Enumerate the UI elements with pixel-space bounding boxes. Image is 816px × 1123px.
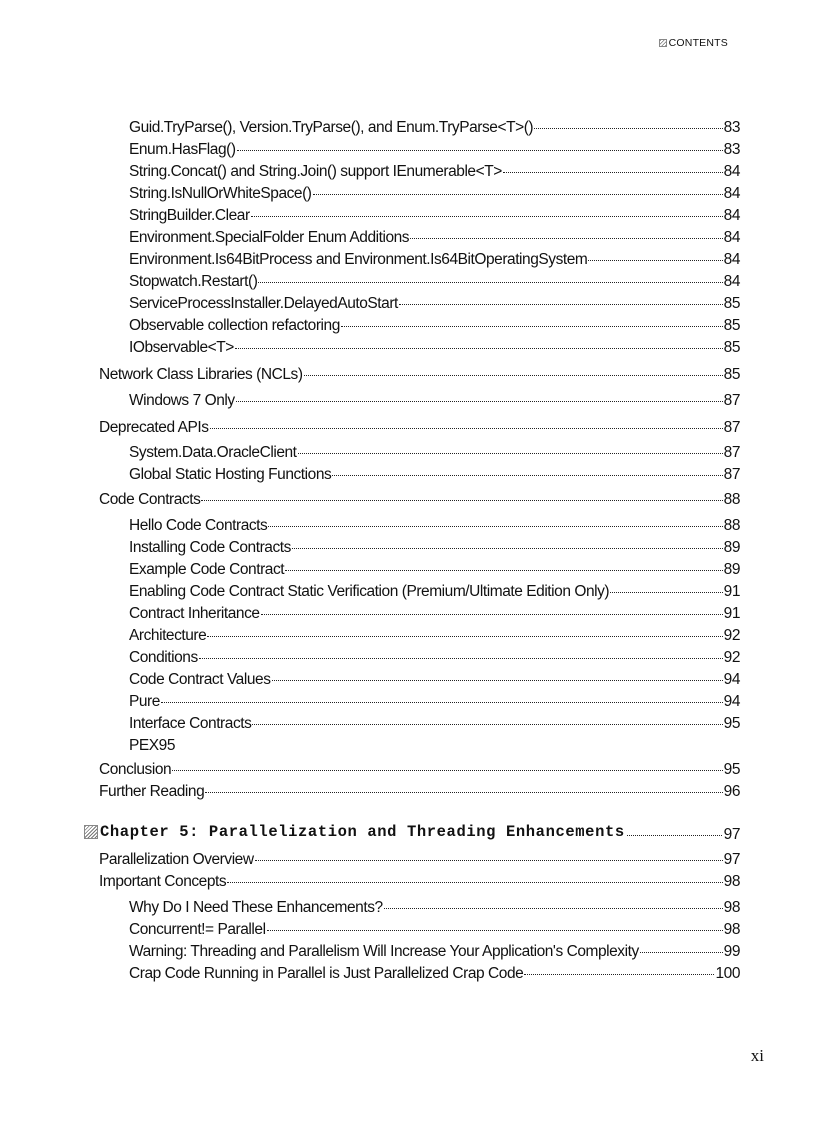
dot-leader (627, 835, 722, 836)
toc-entry-page: 96 (723, 783, 740, 800)
toc-entry[interactable] (129, 582, 740, 602)
toc-entry-title: Interface Contracts (129, 715, 252, 732)
toc-entry-page: 91 (723, 583, 740, 600)
toc-entry-title: StringBuilder.Clear (129, 207, 250, 224)
toc-entry-title: Guid.TryParse(), Version.TryParse(), and Enum.TryParse<T>() (129, 119, 534, 136)
dot-leader (384, 908, 723, 909)
chapter-title (84, 821, 625, 843)
dot-leader (304, 375, 723, 376)
toc-entry-page: 92 (723, 649, 740, 666)
dot-leader (252, 724, 722, 725)
dot-leader (258, 282, 722, 283)
toc-entry[interactable] (129, 338, 740, 358)
toc-entry-title: Contract Inheritance (129, 605, 260, 622)
toc-entry-title: Code Contract Values (129, 671, 271, 688)
dot-leader (332, 475, 722, 476)
dot-leader (272, 680, 723, 681)
chapter-title-text: Chapter 5: Parallelization and Threading Enhancements (100, 823, 625, 841)
toc-entry[interactable] (129, 942, 740, 962)
dot-leader (210, 428, 723, 429)
dot-leader (267, 930, 723, 931)
toc-entry[interactable] (129, 648, 740, 668)
toc-entry-page: 85 (723, 339, 740, 356)
toc-entry-page: 99 (723, 943, 740, 960)
dot-leader (172, 770, 722, 771)
toc-entry-title: Code Contracts (99, 491, 201, 508)
toc-entry-page: 98 (723, 873, 740, 890)
dot-leader (235, 348, 723, 349)
toc-entry-title: Network Class Libraries (NCLs) (99, 366, 303, 383)
toc-entry-title: Parallelization Overview (99, 851, 254, 868)
toc-entry[interactable] (129, 670, 740, 690)
toc-entry-page: 94 (723, 671, 740, 688)
toc-entry-page: 94 (723, 693, 740, 710)
dot-leader (236, 401, 723, 402)
toc-entry[interactable] (129, 604, 740, 624)
toc-entry-title: String.IsNullOrWhiteSpace() (129, 185, 312, 202)
toc-entry-page: 89 (723, 561, 740, 578)
dot-leader (292, 548, 723, 549)
toc-entry-page: 95 (723, 761, 740, 778)
hatch-square-icon (84, 825, 98, 839)
toc-entry[interactable] (129, 391, 740, 411)
toc-entry-title: Further Reading (99, 783, 205, 800)
toc-entry[interactable] (129, 626, 740, 646)
page-number: xi (750, 1046, 764, 1065)
toc-entry[interactable] (99, 872, 740, 892)
hatch-square-icon (659, 39, 667, 47)
toc-entry[interactable] (99, 782, 740, 802)
dot-leader (205, 792, 722, 793)
dot-leader (207, 636, 722, 637)
dot-leader (199, 658, 723, 659)
toc-entry-page: 84 (723, 163, 740, 180)
running-head-label: CONTENTS (668, 37, 728, 49)
toc-entry-title: Conclusion (99, 761, 172, 778)
dot-leader (399, 304, 723, 305)
dot-leader (640, 952, 723, 953)
toc-entry[interactable] (129, 184, 740, 204)
toc-entry-page: 98 (723, 921, 740, 938)
toc-entry[interactable] (129, 316, 740, 336)
toc-entry-title: Observable collection refactoring (129, 317, 340, 334)
dot-leader (410, 238, 723, 239)
toc-entry-page: 84 (723, 185, 740, 202)
toc-entry[interactable] (99, 490, 740, 510)
toc-entry-page: 85 (723, 317, 740, 334)
toc-entry-page: 87 (723, 392, 740, 409)
toc-entry-page: 85 (723, 295, 740, 312)
toc-entry-page: 88 (723, 491, 740, 508)
toc-entry[interactable] (129, 140, 740, 160)
toc-entry[interactable] (129, 272, 740, 292)
toc-entry[interactable] (129, 964, 740, 984)
toc-entry-title: Important Concepts (99, 873, 227, 890)
toc-entry[interactable] (129, 736, 740, 756)
dot-leader (588, 260, 722, 261)
toc-entry[interactable] (99, 365, 740, 385)
toc-entry-page: 97 (723, 851, 740, 868)
toc-entry-page: 85 (723, 366, 740, 383)
toc-entry-title: Global Static Hosting Functions (129, 466, 332, 483)
toc-entry-page: 89 (723, 539, 740, 556)
toc-entry-page: 84 (723, 251, 740, 268)
toc-entry-page: 92 (723, 627, 740, 644)
toc-entry-title: Enum.HasFlag() (129, 141, 236, 158)
toc-entry-title: Warning: Threading and Parallelism Will Increase Your Application's Complexity (129, 943, 639, 960)
toc-entry[interactable] (129, 206, 740, 226)
toc-entry[interactable] (129, 560, 740, 580)
toc-entry[interactable] (129, 898, 740, 918)
dot-leader (261, 614, 723, 615)
toc-entry-title: Concurrent!= Parallel (129, 921, 266, 938)
toc-entry-page: 100 (715, 965, 740, 982)
toc-entry-page: 84 (723, 273, 740, 290)
dot-leader (313, 194, 723, 195)
dot-leader (251, 216, 723, 217)
dot-leader (298, 453, 723, 454)
toc-entry-title: Windows 7 Only (129, 392, 235, 409)
toc-entry-title: ServiceProcessInstaller.DelayedAutoStart (129, 295, 398, 312)
toc-entry-title: Example Code Contract (129, 561, 285, 578)
toc-entry[interactable] (129, 118, 740, 138)
toc-entry[interactable] (129, 250, 740, 270)
dot-leader (268, 526, 722, 527)
toc-entry-page: 87 (723, 466, 740, 483)
toc-entry-title: Enabling Code Contract Static Verification (Premium/Ultimate Edition Only) (129, 583, 610, 600)
toc-entry-page: 83 (723, 119, 740, 136)
dot-leader (341, 326, 723, 327)
dot-leader (524, 974, 714, 975)
toc-entry-title: Environment.SpecialFolder Enum Additions (129, 229, 410, 246)
chapter-page: 97 (723, 826, 740, 843)
dot-leader (237, 150, 723, 151)
toc-entry-title: Pure (129, 693, 160, 710)
toc-entry-page: 95 (723, 715, 740, 732)
dot-leader (227, 882, 722, 883)
toc-entry[interactable] (129, 920, 740, 940)
toc-chapter-heading[interactable] (84, 821, 740, 843)
toc-entry[interactable] (99, 418, 740, 438)
toc-entry-page: 91 (723, 605, 740, 622)
toc-entry[interactable] (129, 443, 740, 463)
toc-entry-page: 84 (723, 207, 740, 224)
dot-leader (285, 570, 723, 571)
toc-entry-title: Environment.Is64BitProcess and Environment.Is64BitOperatingSystem (129, 251, 588, 268)
toc-entry-title: Why Do I Need These Enhancements? (129, 899, 383, 916)
toc-entry-title: Crap Code Running in Parallel is Just Parallelized Crap Code (129, 965, 524, 982)
toc-entry[interactable] (129, 228, 740, 248)
toc-entry-title: PEX95 (129, 737, 176, 754)
toc-entry-title: Stopwatch.Restart() (129, 273, 258, 290)
dot-leader (161, 702, 723, 703)
dot-leader (534, 128, 723, 129)
toc-entry[interactable] (129, 516, 740, 536)
toc-entry-page: 87 (723, 444, 740, 461)
toc-entry-page: 87 (723, 419, 740, 436)
toc-entry-title: Deprecated APIs (99, 419, 209, 436)
toc-entry-page: 83 (723, 141, 740, 158)
toc-entry-page: 98 (723, 899, 740, 916)
toc-entry-title: System.Data.OracleClient (129, 444, 297, 461)
toc-entry-title: Conditions (129, 649, 198, 666)
toc-entry[interactable] (129, 692, 740, 712)
toc-entry-page: 88 (723, 517, 740, 534)
toc-entry-title: IObservable<T> (129, 339, 234, 356)
toc-entry[interactable] (129, 294, 740, 314)
toc-entry-title: Hello Code Contracts (129, 517, 268, 534)
toc-entry[interactable] (129, 714, 740, 734)
running-head (600, 37, 728, 49)
toc-entry-title: Architecture (129, 627, 207, 644)
toc-entry-page: 84 (723, 229, 740, 246)
toc-entry[interactable] (129, 465, 740, 485)
toc-entry[interactable] (99, 850, 740, 870)
toc-entry-title: Installing Code Contracts (129, 539, 291, 556)
toc-entry[interactable] (129, 538, 740, 558)
toc-entry[interactable] (99, 760, 740, 780)
dot-leader (610, 592, 723, 593)
toc-entry-title: String.Concat() and String.Join() support IEnumerable<T> (129, 163, 502, 180)
dot-leader (201, 500, 722, 501)
dot-leader (503, 172, 723, 173)
toc-entry[interactable] (129, 162, 740, 182)
dot-leader (255, 860, 723, 861)
